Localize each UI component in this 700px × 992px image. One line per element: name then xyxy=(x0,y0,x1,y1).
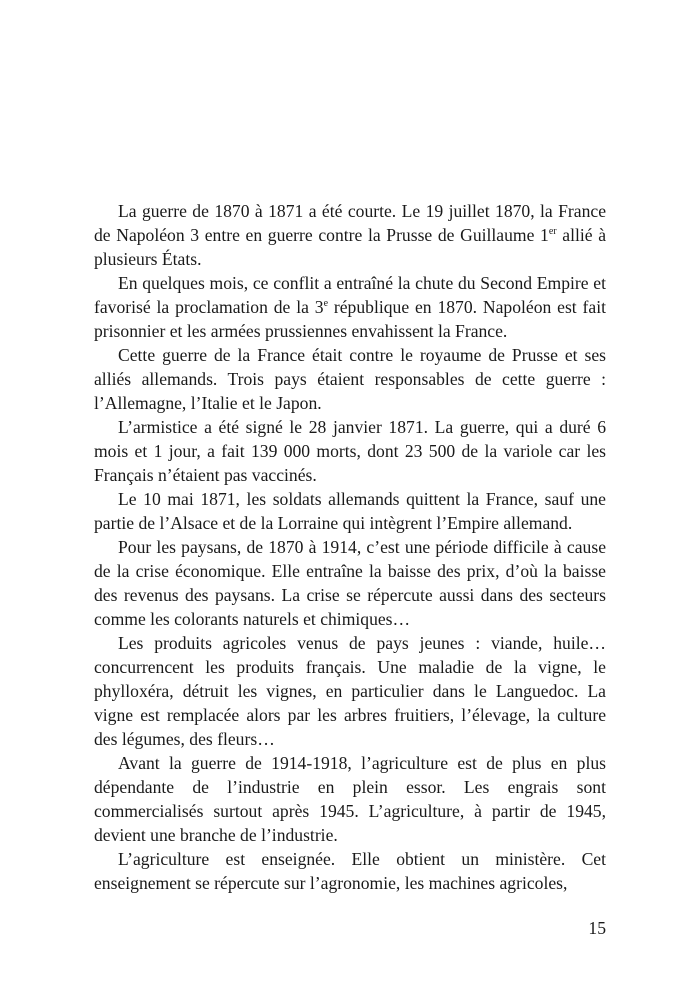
page-number: 15 xyxy=(588,918,606,938)
paragraph: Les produits agricoles venus de pays jeunes : viande, huile… concurrencent les produits français. Une maladie de la vigne, le phylloxéra, détruit les vignes, en particulier dans le Languedoc. La vigne est remplacée alors par les arbres fruitiers, l’élevage, la culture des légumes, des fleurs… xyxy=(94,633,606,749)
paragraph: En quelques mois, ce conflit a entraîné la chute du Second Empire et favorisé la proclamation de la 3e république en 1870. Napoléon est fait prisonnier et les armées prussiennes envahissent la France. xyxy=(94,273,606,341)
body-text xyxy=(94,199,606,895)
paragraph: Cette guerre de la France était contre le royaume de Prusse et ses alliés allemands. Trois pays étaient responsables de cette guerre : l’Allemagne, l’Italie et le Japon. xyxy=(94,345,606,413)
paragraph: L’armistice a été signé le 28 janvier 1871. La guerre, qui a duré 6 mois et 1 jour, a fait 139 000 morts, dont 23 500 de la variole car les Français n’étaient pas vaccinés. xyxy=(94,417,606,485)
paragraph: L’agriculture est enseignée. Elle obtient un ministère. Cet enseignement se répercute sur l’agronomie, les machines agricoles, xyxy=(94,849,606,893)
superscript: er xyxy=(548,226,557,237)
paragraph: La guerre de 1870 à 1871 a été courte. Le 19 juillet 1870, la France de Napoléon 3 entre en guerre contre la Prusse de Guillaume 1er allié à plusieurs États. xyxy=(94,201,607,269)
superscript: e xyxy=(323,298,329,309)
paragraph: Le 10 mai 1871, les soldats allemands quittent la France, sauf une partie de l’Alsace et de la Lorraine qui intègrent l’Empire allemand. xyxy=(94,489,606,533)
paragraph: Avant la guerre de 1914-1918, l’agriculture est de plus en plus dépendante de l’industrie en plein essor. Les engrais sont commercialisés surtout après 1945. L’agriculture, à partir de 1945, devient une branche de l’industrie. xyxy=(94,753,606,845)
paragraph: Pour les paysans, de 1870 à 1914, c’est une période difficile à cause de la crise économique. Elle entraîne la baisse des prix, d’où la baisse des revenus des paysans. La crise se répercute aussi dans des secteurs comme les colorants naturels et chimiques… xyxy=(94,537,606,629)
